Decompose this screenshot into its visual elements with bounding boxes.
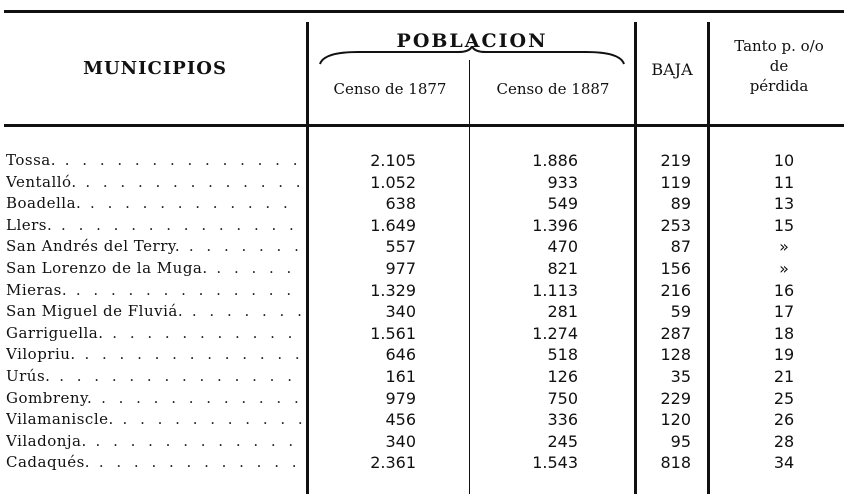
- censo-1877-value: 340: [385, 431, 416, 451]
- baja-value: 219: [660, 151, 691, 170]
- perdida-value: 10: [773, 151, 795, 170]
- perdida-value: 11: [773, 172, 795, 192]
- header-tanto-line3: pérdida: [749, 77, 809, 95]
- baja-value: 35: [670, 366, 691, 386]
- table-body: [0, 150, 850, 474]
- censo-1887-value: 933: [547, 172, 578, 192]
- perdida-value: 19: [773, 345, 795, 365]
- municipio-name: Cadaqués. . . .: [6, 452, 302, 474]
- municipio-name: Gombreny. . . .: [6, 388, 302, 410]
- table-row: [0, 301, 850, 323]
- censo-1877-value: 2.361: [370, 453, 416, 473]
- header-rule: [4, 124, 844, 127]
- municipio-name: Boadella. . . .: [6, 193, 302, 215]
- censo-1877-value: 557: [385, 237, 416, 257]
- baja-value: 156: [660, 258, 691, 278]
- table-row: [0, 388, 850, 410]
- table-row: [0, 366, 850, 388]
- table-row: [0, 193, 850, 215]
- baja-value: 128: [660, 345, 691, 365]
- municipio-name: San Lorenzo de la Muga. . . .: [6, 258, 302, 280]
- table-row: [0, 452, 850, 474]
- table-row: [0, 215, 850, 237]
- table-row: [0, 409, 850, 431]
- perdida-value: 16: [773, 280, 795, 300]
- censo-1887-value: 821: [547, 258, 578, 278]
- censo-1877-value: 340: [385, 302, 416, 322]
- baja-value: 253: [660, 215, 691, 235]
- censo-1887-value: 750: [547, 388, 578, 408]
- censo-1887-value: 470: [547, 237, 578, 257]
- censo-1887-value: 1.113: [532, 280, 578, 300]
- baja-value: 89: [670, 194, 691, 214]
- header-municipios: MUNICIPIOS: [83, 58, 227, 79]
- censo-1887-value: 245: [547, 431, 578, 451]
- censo-1877-value: 1.561: [370, 323, 416, 343]
- censo-1887-value: 281: [547, 302, 578, 322]
- municipio-name: Ventalló. . . .: [6, 172, 302, 194]
- perdida-value: »: [779, 237, 789, 257]
- municipio-name: Llers. . . .: [6, 215, 302, 237]
- perdida-value: 28: [773, 431, 795, 451]
- censo-1887-value: 1.274: [532, 323, 578, 343]
- baja-value: 229: [660, 388, 691, 408]
- baja-value: 95: [670, 431, 691, 451]
- censo-1877-value: 1.649: [370, 215, 416, 235]
- censo-1877-value: 161: [385, 366, 416, 386]
- top-rule: [4, 10, 844, 13]
- censo-1877-value: 456: [385, 410, 416, 430]
- municipio-name: Vilopriu. . . .: [6, 344, 302, 366]
- table-row: [0, 431, 850, 453]
- municipio-name: Mieras. . . .: [6, 280, 302, 302]
- baja-value: 818: [660, 453, 691, 473]
- perdida-value: 15: [773, 215, 795, 235]
- censo-1877-value: 1.329: [370, 280, 416, 300]
- baja-value: 87: [670, 237, 691, 257]
- header-tanto-line1: Tanto p. o/o: [734, 37, 824, 55]
- censo-1887-value: 126: [547, 366, 578, 386]
- perdida-value: 18: [773, 323, 795, 343]
- censo-1877-value: 1.052: [370, 172, 416, 192]
- censo-1877-value: 646: [385, 345, 416, 365]
- censo-1887-value: 1.886: [532, 151, 578, 170]
- table-row: [0, 323, 850, 345]
- municipio-name: Viladonja. . . .: [6, 431, 302, 453]
- header-poblacion: POBLACION: [396, 30, 548, 52]
- header-censo-1887: Censo de 1887: [496, 80, 610, 98]
- municipio-name: Garriguella. . . .: [6, 323, 302, 345]
- baja-value: 119: [660, 172, 691, 192]
- header-tanto-line2: de: [769, 57, 789, 75]
- perdida-value: 13: [773, 194, 795, 214]
- perdida-value: 25: [773, 388, 795, 408]
- baja-value: 59: [670, 302, 691, 322]
- censo-1877-value: 2.105: [370, 151, 416, 170]
- table-row: [0, 258, 850, 280]
- municipio-name: San Andrés del Terry. . . .: [6, 236, 302, 258]
- table-row: [0, 236, 850, 258]
- perdida-value: 34: [773, 453, 795, 473]
- municipio-name: Tossa. . . .: [6, 150, 302, 172]
- header-baja: BAJA: [651, 60, 693, 79]
- brace-icon: [318, 46, 626, 66]
- table-row: [0, 172, 850, 194]
- municipio-name: Vilamaniscle. . . .: [6, 409, 302, 431]
- censo-1877-value: 977: [385, 258, 416, 278]
- table-row: [0, 280, 850, 302]
- header-censo-1877: Censo de 1877: [333, 80, 447, 98]
- baja-value: 216: [660, 280, 691, 300]
- perdida-value: 26: [773, 410, 795, 430]
- header-tanto: [712, 36, 846, 96]
- censo-1887-value: 518: [547, 345, 578, 365]
- table-row: [0, 150, 850, 172]
- municipio-name: Urús. . . .: [6, 366, 302, 388]
- municipio-name: San Miguel de Fluviá. . . .: [6, 301, 302, 323]
- censo-1877-value: 638: [385, 194, 416, 214]
- censo-1877-value: 979: [385, 388, 416, 408]
- censo-1887-value: 1.543: [532, 453, 578, 473]
- table-row: [0, 344, 850, 366]
- baja-value: 120: [660, 410, 691, 430]
- censo-1887-value: 1.396: [532, 215, 578, 235]
- perdida-value: 17: [773, 302, 795, 322]
- perdida-value: 21: [773, 366, 795, 386]
- censo-1887-value: 549: [547, 194, 578, 214]
- baja-value: 287: [660, 323, 691, 343]
- perdida-value: »: [779, 258, 789, 278]
- censo-1887-value: 336: [547, 410, 578, 430]
